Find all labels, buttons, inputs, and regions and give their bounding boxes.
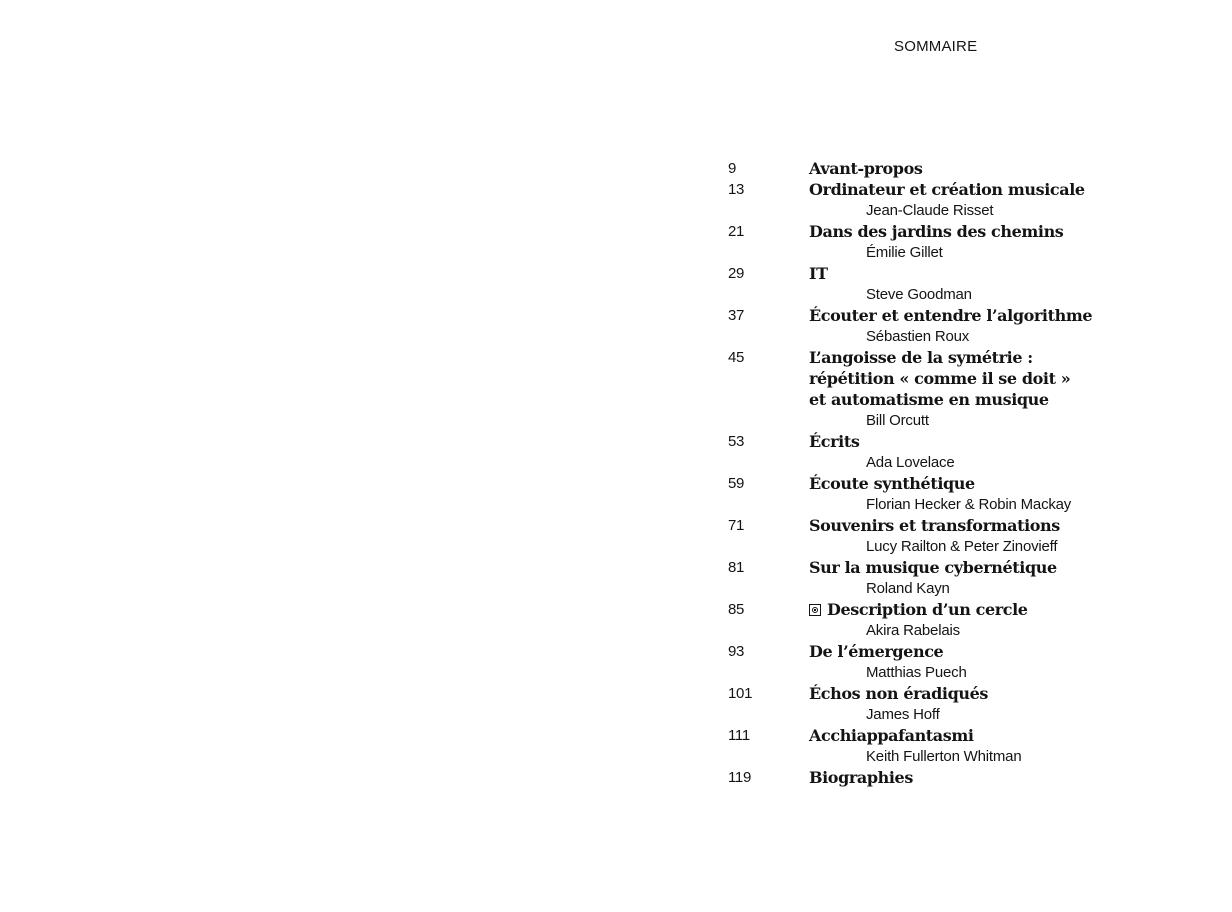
toc-entry-row [728,599,1208,620]
toc-entry-row [728,683,1208,704]
toc-entry-row [728,725,1208,746]
toc-entry[interactable] [728,347,1208,431]
toc-entry-row [728,515,1208,536]
entry-title [809,347,1208,368]
entry-title [809,515,1208,536]
entry-title [809,305,1208,326]
entry-title [809,221,1208,242]
toc-entry[interactable] [728,557,1208,599]
toc-entry-row [728,557,1208,578]
entry-title-container [809,179,1208,200]
toc-entry[interactable] [728,599,1208,641]
entry-author: Keith Fullerton Whitman [866,748,1022,765]
entry-title [809,599,1208,620]
entry-title [809,725,1208,746]
entry-title-text: L’angoisse de la symétrie : [809,348,1033,367]
toc-entry[interactable] [728,515,1208,557]
toc-entry[interactable] [728,725,1208,767]
entry-title-text: Écouter et entendre l’algorithme [809,306,1093,325]
entry-title-text: Ordinateur et création musicale [809,180,1085,199]
toc-entry[interactable] [728,305,1208,347]
page-number: 9 [728,160,737,177]
toc-entry[interactable] [728,263,1208,305]
entry-title [809,641,1208,662]
entry-title-container [809,641,1208,662]
entry-author: Jean-Claude Risset [866,202,994,219]
toc-entry[interactable] [728,641,1208,683]
entry-author: Lucy Railton & Peter Zinovieff [866,538,1058,555]
entry-title-container [809,473,1208,494]
circle-glyph-icon [809,604,821,616]
entry-title [809,683,1208,704]
toc-entry[interactable] [728,473,1208,515]
entry-title-text: Écrits [809,432,860,451]
entry-title-text: Biographies [809,768,913,787]
page-number: 29 [728,265,745,282]
entry-title [809,263,1208,284]
toc-entry-row [728,347,1208,368]
entry-title-container [809,767,1208,788]
page-number: 21 [728,223,745,240]
entry-title [809,767,1208,788]
entry-title-text: IT [809,264,828,283]
entry-author: Bill Orcutt [866,412,929,429]
toc-entry-row [728,473,1208,494]
toc-entry-row [728,767,1208,788]
page-number: 111 [728,727,750,744]
entry-title-container [809,431,1208,452]
entry-title [809,158,1208,179]
entry-title-text: Souvenirs et transformations [809,516,1060,535]
entry-title-container [809,557,1208,578]
page-number: 13 [728,181,745,198]
toc-entry[interactable] [728,431,1208,473]
toc-entry-row [728,179,1208,200]
entry-title-text: Avant-propos [809,159,923,178]
entry-title-container [809,599,1208,620]
toc-entry[interactable] [728,221,1208,263]
entry-title [809,179,1208,200]
entry-title-container [809,263,1208,284]
toc-entry[interactable] [728,158,1208,179]
entry-title [809,473,1208,494]
entry-author: Ada Lovelace [866,454,955,471]
entry-title-container [809,305,1208,326]
toc-entry[interactable] [728,683,1208,725]
entry-author: Akira Rabelais [866,622,960,639]
entry-title-text: Dans des jardins des chemins [809,222,1064,241]
page-number: 101 [728,685,753,702]
entry-title-text: Description d’un cercle [827,600,1028,619]
page-number: 71 [728,517,745,534]
page-number: 53 [728,433,745,450]
entry-author: Sébastien Roux [866,328,970,345]
page-title: SOMMAIRE [894,38,978,55]
entry-title-container [809,725,1208,746]
entry-author: Roland Kayn [866,580,950,597]
entry-author: Émilie Gillet [866,244,943,261]
toc-entry-row [728,221,1208,242]
page-number: 59 [728,475,745,492]
page-number: 37 [728,307,745,324]
entry-title-text: Échos non éradiqués [809,684,988,703]
entry-title-container [809,683,1208,704]
entry-title-text: Sur la musique cybernétique [809,558,1057,577]
entry-title-text: De l’émergence [809,642,944,661]
page-number: 85 [728,601,745,618]
entry-title-container [809,158,1208,179]
page-number: 119 [728,769,752,786]
page-number: 45 [728,349,745,366]
toc-entry-row [728,305,1208,326]
entry-title-text: Acchiappafantasmi [809,726,974,745]
entry-title [809,431,1208,452]
toc-entry[interactable] [728,179,1208,221]
toc-entry-row [728,263,1208,284]
page-number: 81 [728,559,745,576]
page-number: 93 [728,643,745,660]
entry-title [809,557,1208,578]
entry-title-continuation: répétition « comme il se doit » [809,369,1071,388]
entry-title-text: Écoute synthétique [809,474,975,493]
toc-entry-row [728,641,1208,662]
entry-title-continuation: et automatisme en musique [809,390,1049,409]
entry-title-container [809,221,1208,242]
entry-author: Steve Goodman [866,286,972,303]
entry-author: James Hoff [866,706,940,723]
toc-entry-row [728,431,1208,452]
entry-title-container [809,515,1208,536]
toc-entry[interactable] [728,767,1208,788]
table-of-contents [728,158,1208,788]
entry-author: Matthias Puech [866,664,967,681]
entry-author: Florian Hecker & Robin Mackay [866,496,1072,513]
entry-title-container [809,347,1208,368]
toc-entry-row [728,158,1208,179]
